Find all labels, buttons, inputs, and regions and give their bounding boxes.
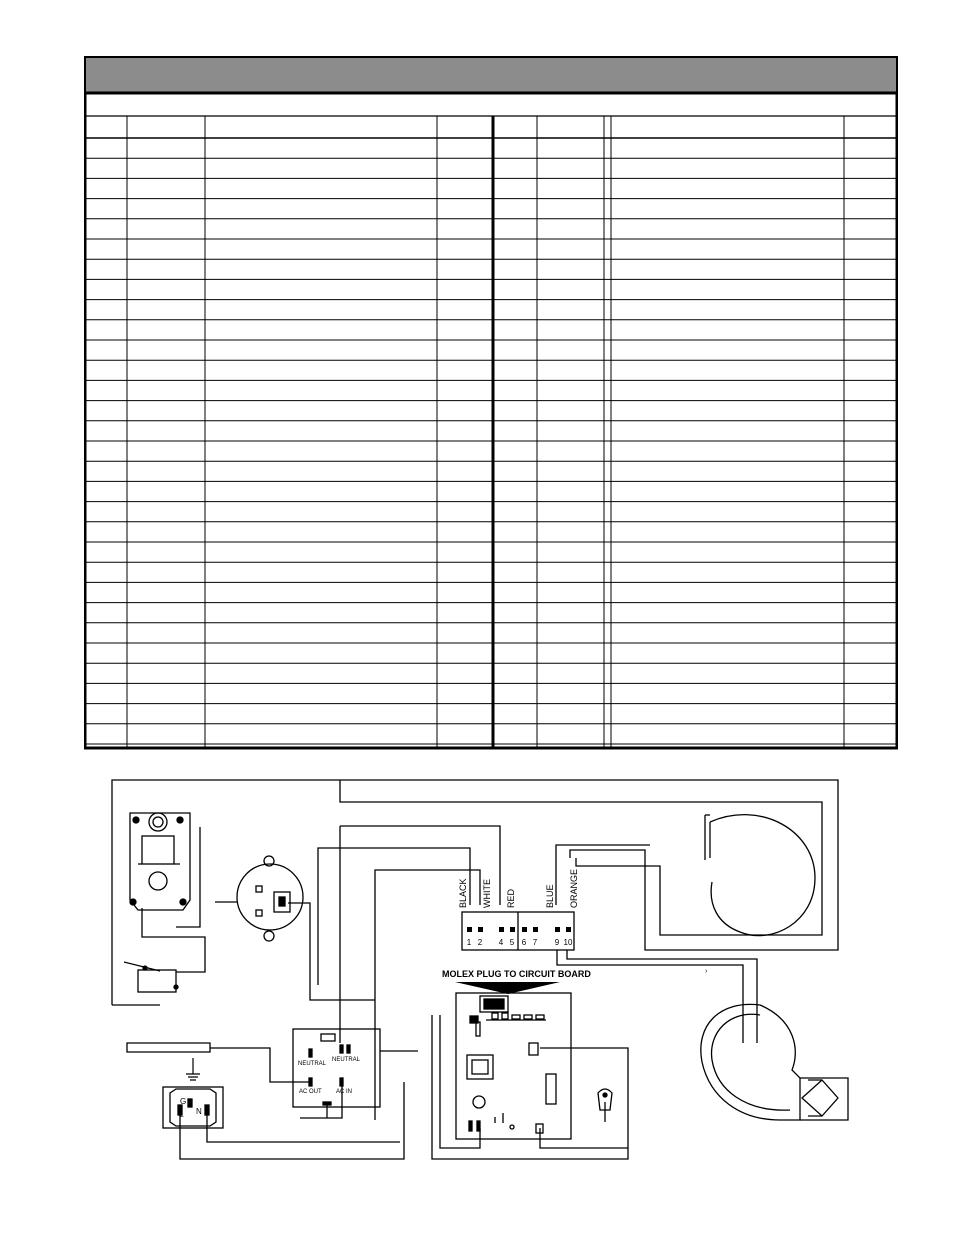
wire-switch-1 xyxy=(142,908,205,972)
molex-pin xyxy=(533,927,538,932)
inlet-label-line: L xyxy=(180,1112,184,1119)
molex-pin xyxy=(522,927,527,932)
molex-pin-number: 7 xyxy=(532,938,538,947)
wire-color-label: WHITE xyxy=(482,879,492,908)
ground-symbol-icon xyxy=(186,1058,200,1080)
wire-board-left-2 xyxy=(440,1015,480,1148)
wire-black xyxy=(318,848,470,985)
wire-to-blowers-2 xyxy=(567,950,757,1043)
wiring-diagram xyxy=(0,770,954,1235)
pressure-switch-icon xyxy=(215,856,303,941)
molex-pin xyxy=(467,927,472,932)
table-grid xyxy=(85,116,897,748)
molex-pin xyxy=(510,927,515,932)
wire-color-label: BLUE xyxy=(545,884,555,908)
convection-blower-icon xyxy=(701,1004,848,1120)
wire-top-inner xyxy=(340,780,822,935)
molex-pins xyxy=(467,927,573,947)
molex-pin xyxy=(555,927,560,932)
molex-arrow-icon xyxy=(455,982,560,994)
molex-pin xyxy=(566,927,571,932)
relay-label-ac-in: AC IN xyxy=(336,1089,353,1095)
molex-pin xyxy=(499,927,504,932)
wire-bottom-1 xyxy=(180,1082,404,1159)
stray-mark: › xyxy=(705,968,708,975)
wire-color-label: ORANGE xyxy=(569,868,579,908)
gas-valve-icon xyxy=(130,813,190,910)
molex-pin-number: 1 xyxy=(466,938,472,947)
molex-pin-number: 6 xyxy=(521,938,527,947)
molex-caption: MOLEX PLUG TO CIRCUIT BOARD xyxy=(442,969,591,979)
wire-switch-2 xyxy=(176,827,200,927)
circuit-board-icon xyxy=(456,993,571,1139)
molex-pin-number: 5 xyxy=(509,938,515,947)
combustion-blower-icon xyxy=(705,815,815,936)
parts-table xyxy=(84,56,898,750)
wire-probe xyxy=(210,1048,310,1082)
inlet-label-ground: G xyxy=(180,1097,187,1106)
molex-pin-number: 9 xyxy=(554,938,560,947)
wire-board-right xyxy=(540,1128,628,1148)
relay-label-neutral-left: NEUTRAL xyxy=(298,1061,327,1067)
relay-box-icon xyxy=(293,1029,380,1107)
relay-label-ac-out: AC OUT xyxy=(299,1089,322,1095)
molex-pin xyxy=(478,927,483,932)
wire-red xyxy=(340,826,500,905)
inlet-label-neutral: N xyxy=(196,1107,202,1116)
power-inlet-icon xyxy=(163,1087,223,1128)
wire-color-label: RED xyxy=(506,888,516,908)
relay-label-neutral-right: NEUTRAL xyxy=(332,1057,361,1063)
wire-relay-ac-in xyxy=(300,1082,342,1118)
table-header-bar xyxy=(85,57,897,93)
wire-to-blowers xyxy=(557,950,743,1043)
molex-pin-number: 2 xyxy=(477,938,483,947)
molex-wire-labels xyxy=(458,869,579,908)
wire-pressure-switch xyxy=(288,903,375,1000)
wire-bottom-2 xyxy=(207,1110,400,1142)
temperature-probe-icon xyxy=(127,1043,210,1052)
wire-color-label: BLACK xyxy=(458,878,468,908)
limit-switch-icon xyxy=(124,962,178,992)
molex-pin-number: 4 xyxy=(498,938,504,947)
molex-pin-number: 10 xyxy=(563,938,573,947)
wire-board-left xyxy=(432,1015,628,1159)
